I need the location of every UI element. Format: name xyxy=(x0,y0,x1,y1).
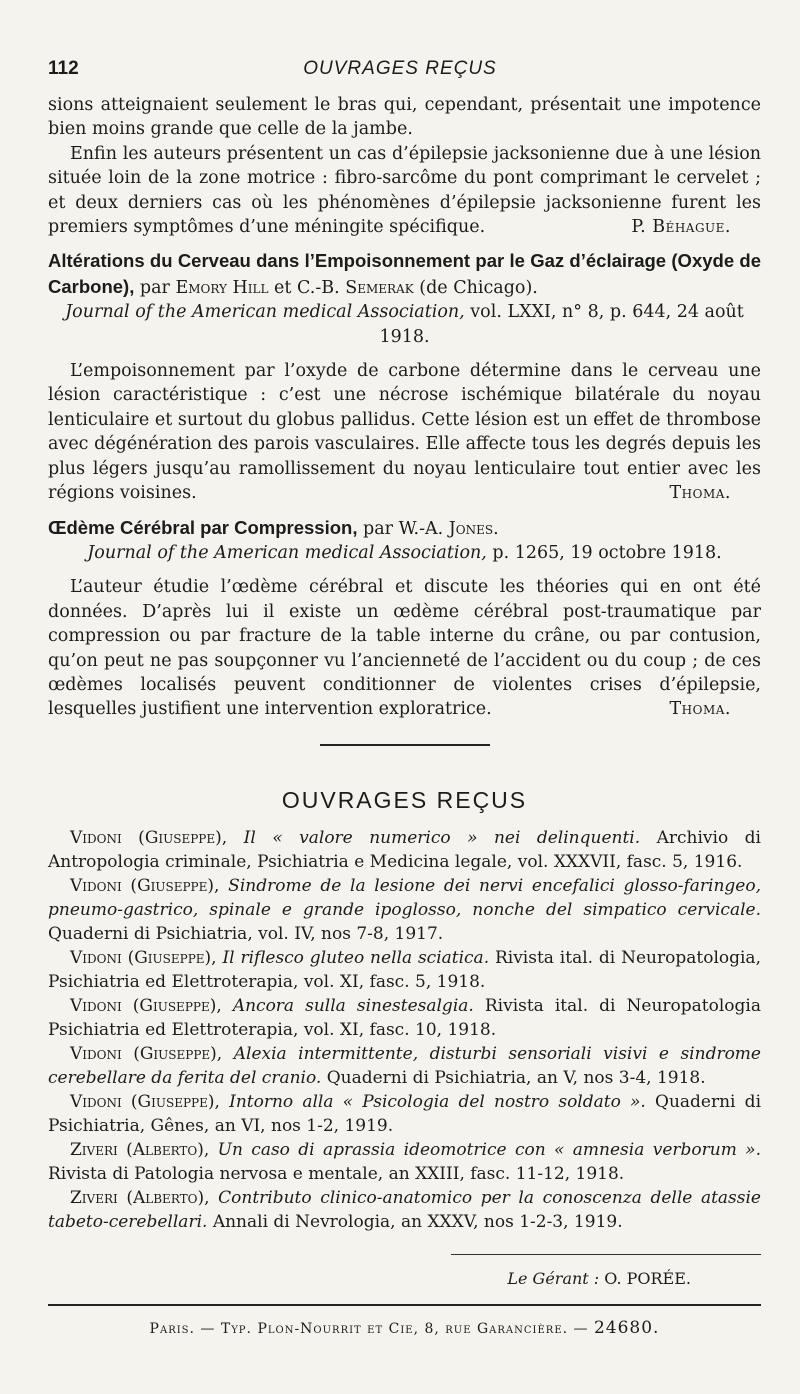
entry-author: Vidoni (Giuseppe), xyxy=(70,1092,220,1113)
running-title: OUVRAGES REÇUS xyxy=(303,58,497,79)
paragraph: Enfin les auteurs présentent un cas d’épilepsie jacksonienne due à une lésion située loin de la zone motrice : fibro-sarcôme du pont comprimant le cervelet ; et deux derniers cas où les phénomènes d’épilepsie jacksonienne furent les premiers symptômes d’une méningite spécifique. xyxy=(48,143,761,238)
imprint-number: 24680. xyxy=(593,1317,660,1338)
entry-author: Vidoni (Giuseppe), xyxy=(70,1044,223,1065)
page-body xyxy=(48,93,761,1341)
journal-ref: vol. LXXI, n° 8, p. 644, 24 août 1918. xyxy=(379,302,744,347)
entry-title: Contributo clinico-anatomico per la conoscenza delle atassie tabeto-cerebellari. xyxy=(48,1188,761,1233)
received-entry xyxy=(48,1042,761,1090)
entry-source: Quaderni di Psichiatria, Gênes, an VI, nos 1-2, 1919. xyxy=(48,1092,762,1137)
entry-title: Sindrome de la lesione dei nervi encefalici glosso-faringeo, pneumo-gastrico, spinale e grande ipoglosso, nonche del simpatico cervicale. xyxy=(48,876,761,921)
gerant-line xyxy=(48,1267,761,1291)
article-reference xyxy=(48,300,761,349)
entry-title: Il « valore numerico » nei delinquenti. xyxy=(243,828,641,849)
received-list xyxy=(48,826,761,1234)
entry-author: Vidoni (Giuseppe), xyxy=(70,996,222,1017)
entry-title: Il riflesco gluteo nella sciatica. xyxy=(222,948,490,969)
received-entry xyxy=(48,874,761,946)
entry-title: Intorno alla « Psicologia del nostro soldato ». xyxy=(229,1092,646,1113)
entry-source: Rivista ital. di Neuropatologia, Psichiatria ed Elettroterapia, vol. XI, fasc. 5, 1918. xyxy=(48,948,761,993)
entry-title: Un caso di aprassia ideomotrice con « amnesia verborum ». xyxy=(217,1140,761,1161)
signature: P. Béhague. xyxy=(631,217,731,238)
section-divider xyxy=(320,744,490,746)
signature: Thoma. xyxy=(669,483,731,504)
entry-author: Vidoni (Giuseppe), xyxy=(70,948,217,969)
received-entry xyxy=(48,946,761,994)
by-text: par xyxy=(134,277,176,298)
article-heading xyxy=(48,249,761,300)
article-text: L’empoisonnement par l’oxyde de carbone détermine dans le cerveau une lésion caractéristique : c’est une nécrose ischémique bilatérale du noyau lenticulaire et surtout du globus pallidus. Cette lésion est un effet de thrombose avec dégénération des parois vasculaires. Elle affecte tous les degrés depuis les plus légers jusqu’au ramollissement du noyau lenticulaire tout entier avec les régions voisines. xyxy=(48,361,761,504)
received-entry xyxy=(48,1186,761,1234)
page-number: 112 xyxy=(48,58,79,79)
entry-source: Archivio di Antropologia criminale, Psichiatria e Medicina legale, vol. XXXVII, fasc. 5, 1916. xyxy=(48,828,761,873)
entry-author: Ziveri (Alberto), xyxy=(70,1188,210,1209)
entry-author: Ziveri (Alberto), xyxy=(70,1140,210,1161)
journal-name: Journal of the American medical Association, xyxy=(65,302,465,323)
entry-author: Vidoni (Giuseppe), xyxy=(70,828,228,849)
and-text: et xyxy=(268,277,297,298)
entry-source: Annali di Nevrologia, an XXXV, nos 1-2-3, 1919. xyxy=(207,1212,623,1233)
entry-source: Rivista ital. di Neuropatologia Psichiatria ed Elettroterapia, vol. XI, fasc. 10, 1918. xyxy=(48,996,761,1041)
section-title: OUVRAGES REÇUS xyxy=(281,786,528,813)
entry-author: Vidoni (Giuseppe), xyxy=(70,876,220,897)
entry-source: Quaderni di Psichiatria, an V, nos 3-4, 1918. xyxy=(321,1068,706,1089)
article-title: Œdème Cérébral par Compression, xyxy=(48,516,358,538)
article-heading xyxy=(48,516,761,541)
gerant-rule xyxy=(451,1254,761,1255)
author: C.-B. Semerak xyxy=(297,277,414,298)
journal-ref: p. 1265, 19 octobre 1918. xyxy=(486,542,722,563)
signature: Thoma. xyxy=(669,699,731,720)
received-entry xyxy=(48,1090,761,1138)
article-reference xyxy=(48,541,761,565)
article-text: L’auteur étudie l’œdème cérébral et discute les théories qui en ont été données. D’après lui il existe un œdème cérébral post-traumatique par compression ou par fracture de la table interne du crâne, ou par contusion, qu’on peut ne pas soupçonner vu l’ancienneté de l’accident ou du coup ; de ces œdèmes localisés peuvent conditionner de violentes crises d’épilepsie, lesquelles justifient une intervention exploratrice. xyxy=(48,577,761,720)
gerant-name: O. PORÉE. xyxy=(599,1269,691,1289)
imprint xyxy=(48,1316,761,1341)
received-entry xyxy=(48,994,761,1042)
entry-source: Rivista di Patologia nervosa e mentale, an XXIII, fasc. 11-12, 1918. xyxy=(48,1164,625,1185)
author: W.-A. Jones. xyxy=(398,518,499,539)
by-text: par xyxy=(357,518,399,539)
received-entry xyxy=(48,1138,761,1186)
imprint-rule xyxy=(48,1304,761,1306)
entry-title: Alexia intermittente, disturbi sensoriali visivi e sindrome cerebellare da ferita del cranio. xyxy=(48,1044,761,1089)
continued-paragraph: sions atteignaient seulement le bras qui, cependant, présentait une impotence bien moins grande que celle de la jambe. xyxy=(48,95,761,140)
author: Emory Hill xyxy=(175,277,269,298)
running-head xyxy=(48,58,752,84)
received-entry xyxy=(48,826,761,874)
entry-source: Quaderni di Psichiatria, vol. IV, nos 7-8, 1917. xyxy=(48,924,444,945)
author-location: (de Chicago). xyxy=(413,277,538,298)
entry-title: Ancora sulla sinestesalgia. xyxy=(232,996,474,1017)
gerant-label: Le Gérant : xyxy=(507,1269,600,1289)
imprint-text: Paris. — Typ. Plon-Nourrit et Cie, 8, rue Garancière. — xyxy=(149,1320,594,1337)
journal-name: Journal of the American medical Association, xyxy=(87,542,487,563)
article-title: Altérations du Cerveau dans l’Empoisonnement par le Gaz d’éclairage (Oxyde de Carbone), xyxy=(48,250,761,297)
